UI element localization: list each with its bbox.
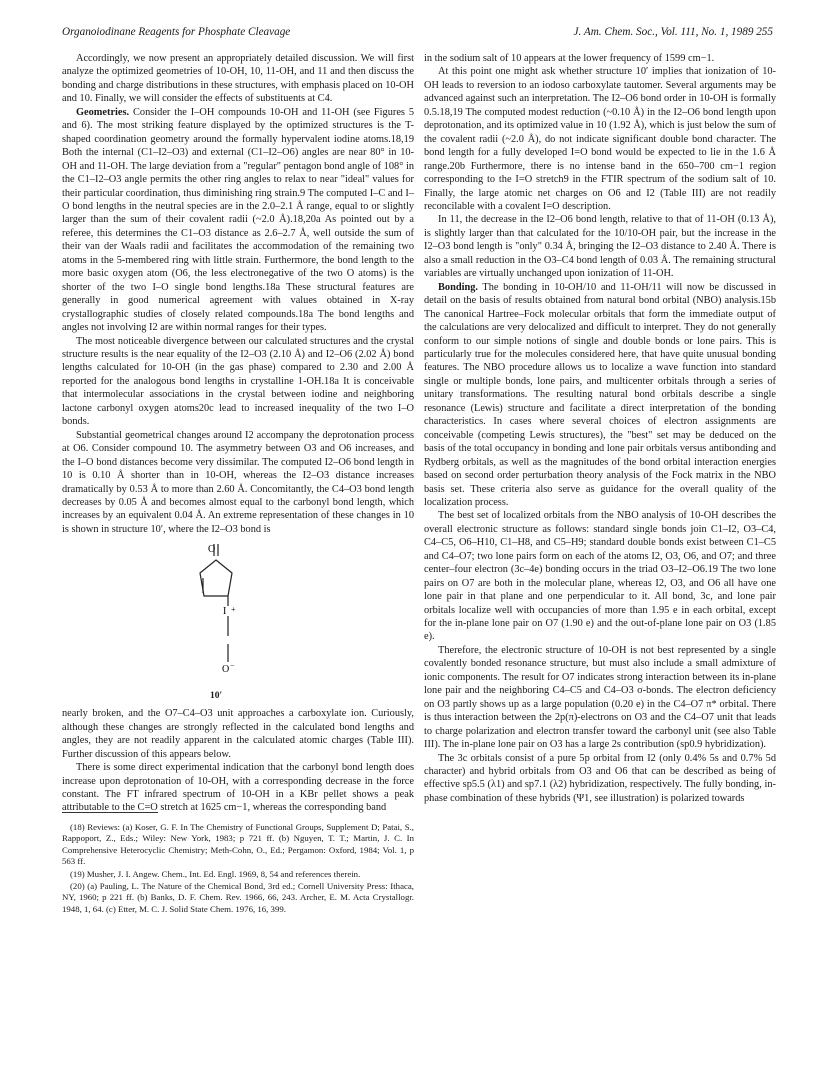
paragraph: Accordingly, we now present an appropriately detailed discussion. We will first analyze the optimized geometries of 10-OH, 10, 11-OH, and 11 and then discuss the bonding and charge distributions in these structures, with emphasis placed on 10-OH and 10. Finally, we will consider the effects of substituents at C4. (62, 53, 414, 105)
structure-drawing (170, 540, 310, 690)
structure-label: 10′ (210, 691, 223, 702)
footnotes (62, 822, 414, 916)
paragraph-text: The bonding in 10-OH/10 and 11-OH/11 will now be discussed in detail on the basis of results obtained from natural bond orbital (NBO) analysis.15b The canonical Hartree–Fock molecular orbitals that form the immediate output of the calculations are very delocalized and difficult to interpret. They do not generally conform to our simple notions of single and double bonds or lone pairs. This is particularly true for the molecules considered here, that have quite unusual bonding features. The NBO procedure allows us to localize a wave function into standard single or multiple bonds, lone pairs, and multicenter orbitals through a series of unitary transformations. The resulting natural bond orbitals describe a single resonance (Lewis) structure and facilitate a direct interpretation of the bonding characteristics. In cases where several choices of electron assignments are conceivable (competing Lewis structures), the "best" set may be deduced on the basis of the total occupancy in bonding and lone pair orbitals versus antibonding and Rydberg orbitals, as well as the magnitudes of the bond orbital interaction energies based on second order perturbation theory analysis of the Fock matrix in the NBO basis set. These criteria also serve as guidance for the overall quality of the localization process. (424, 281, 776, 508)
paragraph-geometries (62, 106, 414, 335)
paragraph: in the sodium salt of 10 appears at the lower frequency of 1599 cm−1. (424, 53, 715, 64)
svg-text:−: − (230, 661, 235, 671)
paragraph: nearly broken, and the O7–C4–O3 unit approaches a carboxylate ion. Curiously, although these changes are strongly reflected in the calculated bond lengths and angles, they are not readily apparent in the calculated atomic charges (Table III). Further discussion of this appears below. (62, 708, 414, 760)
paragraph: At this point one might ask whether structure 10′ implies that ionization of 10-OH leads to reversion to an iodoso carboxylate tautomer. Several arguments may be advanced against such an interpretation. The I2–O6 bond order in 10-OH is formally 0.5.18,19 The computed modest reduction (~0.10 Å) in the I2–O6 bond length upon deprotonation, and its optimized value in 10 (1.92 Å), which is just below the sum of the covalent radii (~2.0 Å), do not indicate significant double bond character. The bond length for a fully developed I=O bond would be expected to lie in the 1.6 Å range.20b Furthermore, there is no intense band in the 650–700 cm−1 region corresponding to the I=O stretch9 in the FTIR spectrum of the sodium salt of 10. Finally, the large atomic net charges on O6 and I2 (Table III) are not readily reconcilable with a covalent I=O description. (424, 66, 776, 212)
paragraph-bonding (424, 281, 776, 510)
section-heading-bonding: Bonding. (438, 281, 478, 293)
paragraph-text: Consider the I–OH compounds 10-OH and 11-OH (see Figures 5 and 6). The most striking feature displayed by the optimized structures is the T-shaped coordination geometry around the formally hypervalent iodine atoms.18,19 Both the internal (C1–I2–O3) and external (C1–I2–O6) angles are near 80° in 10-OH and 11-OH. The large deviation from a "regular" pentagon bond angle of 108° in the C1–I2–O3 angle permits the other ring angles to relax to near "ideal" values for their particular coordination, thus diminishing ring strain.9 The computed I–C and I–O bond lengths in the neutral species are in the 2.0–2.1 Å range, equal to or slightly larger than the sum of their covalent radii (~2.0 Å).18,20a As pointed out by a referee, this determines the C1–O3 distance as 2.6–2.7 Å, well outside the sum of their van der Waals radii and facilitates the accommodation of the remaining two atoms in the 5-membered ring with little strain. Furthermore, the bond length to the more basic oxygen atom (O6, the less electronegative of the two O atoms) is the shorter of the two I–O single bond lengths.18a These structural features are generally in good numerical agreement with values obtained in X-ray crystallographic studies of closely related compounds.18a The bond lengths and angles not involving I2 are within normal ranges for their types. (62, 106, 414, 334)
right-column (424, 52, 776, 805)
paragraph: Therefore, the electronic structure of 10-OH is not best represented by a single covalently bonded resonance structure, but must also include a small admixture of ionic components. The result for O7 indicates strong interaction between its in-plane lone pair and the neighboring C4–C5 and C4–O3 σ-bonds. The electron deficiency on O3 partly shows up as a large population (0.20 e) in the C4–O7 π* orbital. There is thus interaction between the 2p(π)-electrons on O3 and the C4–O7 unit that leads to charge polarization and electron transfer toward the carbonyl unit (see also Table III). The in-plane lone pair on O3 has a large 2s contribution (sp0.9 hybridization). (424, 644, 776, 751)
footnote-19: (19) Musher, J. I. Angew. Chem., Int. Ed. Engl. 1969, 8, 54 and references therein. (70, 868, 361, 879)
paragraph: Substantial geometrical changes around I2 accompany the deprotonation process at O6. Consider compound 10. The asymmetry between O3 and O6 increases, and the I–O bond distances become very dissimilar. The computed I2–O6 bond length in 10 is 0.10 Å shorter than in 10-OH, whereas the I2–O3 distance increases dramatically by 0.53 Å to more than 2.60 Å. Concomitantly, the C4–O3 bond length decreases by 0.05 Å and becomes almost equal to the carbonyl bond length, which increases by an equivalent 0.04 Å. An extreme representation of these changes in 10 is shown in structure 10′, where the I2–O3 bond is (62, 429, 414, 535)
paragraph: The most noticeable divergence between our calculated structures and the crystal structure results is the near equality of the I2–O3 (2.10 Å) and I2–O6 (2.02 Å) bond lengths calculated for 10-OH (in the gas phase) compared to 2.30 and 2.00 Å reported for the analogous bond lengths in crystalline 1-OH.18a It is conceivable that intermolecular associations in the crystal between iodine and neighboring lactone carbonyl oxygen atoms20c lead to increased inequality of the two I–O bonds. (62, 335, 414, 428)
footnote-18: (18) Reviews: (a) Koser, G. F. In The Chemistry of Functional Groups, Supplement D; Patai, S., Rappoport, Z., Eds.; Wiley: New York, 1983; p 721 ff. (b) Nguyen, T. T.; Martin, J. C. In Comprehensive Heterocyclic Chemistry; Meth-Cohn, O., Ed.; Pergamon: Oxford, 1984; Vol. 1, p 563 ff. (62, 822, 414, 867)
running-title: Organoiodinane Reagents for Phosphate Cleavage (62, 26, 291, 38)
journal-citation: J. Am. Chem. Soc., Vol. 111, No. 1, 1989 255 (573, 26, 773, 38)
paragraph: The best set of localized orbitals from the NBO analysis of 10-OH describes the overall electronic structure as follows: standard single bonds join C1–I2, O3–C4, C4–C5, O6–H10, C1–H8, and C5–H9; standard double bonds exist between C1–C5 and C4–O7; two lone pairs form on each of the atoms I2, O3, O6, and O7; and three center–four electron (3c–4e) bonding occurs in the triad O3–I2–O6.19 The two lone pairs on O7 are both in the molecular plane, whereas I2, O3, and O6 all have one lone pair in that plane and one perpendicular to it. All bond, 3c, and lone pair orbitals localize well with occupancies of more than 1.95 e in each orbital, except for the in-plane lone pair on O7 (1.90 e) and the out-of-plane lone pair on O3 (1.85 e). (424, 510, 776, 643)
structure-10-prime (62, 540, 414, 705)
running-header (62, 26, 773, 42)
footnote-20: (20) (a) Pauling, L. The Nature of the Chemical Bond, 3rd ed.; Cornell University Press: Ithaca, NY, 1960; p 221 ff. (b) Banks, D. F. Chem. Rev. 1966, 66, 243. Archer, E. M. Acta Crystallogr. 1948, 1, 64. (c) Etter, M. C. J. Solid State Chem. 1976, 16, 399. (62, 881, 414, 914)
svg-text:O: O (208, 544, 216, 556)
paragraph: In 11, the decrease in the I2–O6 bond length, relative to that of 11-OH (0.13 Å), is slightly larger than that calculated for the 10/10-OH pair, but the increase in the I2–O3 bond length is "only" 0.34 Å, bringing the I2–O3 distance to 2.40 Å. There is also a small reduction in the O3–C4 bond length of 0.03 Å. The remaining structural variables are virtually unchanged upon ionization of 11-OH. (424, 214, 776, 280)
paragraph: There is some direct experimental indication that the carbonyl bond length does increase upon deprotonation of 10-OH, with a corresponding decrease in the force constant. The FT infrared spectrum of 10-OH in a KBr pellet shows a peak attributable to the C=O stretch at 1625 cm−1, whereas the corresponding band (62, 762, 414, 814)
section-heading-geometries: Geometries. (76, 106, 130, 118)
svg-text:O: O (222, 664, 230, 676)
footnote-rule (62, 812, 158, 813)
svg-text:+: + (231, 605, 236, 615)
svg-text:I: I (223, 606, 227, 618)
left-column (62, 52, 414, 815)
paragraph: The 3c orbitals consist of a pure 5p orbital from I2 (only 0.4% 5s and 0.7% 5d character) and hybrid orbitals from O3 and O6 that can be described as being of effective sp5.5 (λ1) and sp7.1 (λ2) hybridization, respectively. The fully bonding, in-phase combination of these hybrids (Ψ1, see illustration) is polarized towards (424, 752, 776, 804)
